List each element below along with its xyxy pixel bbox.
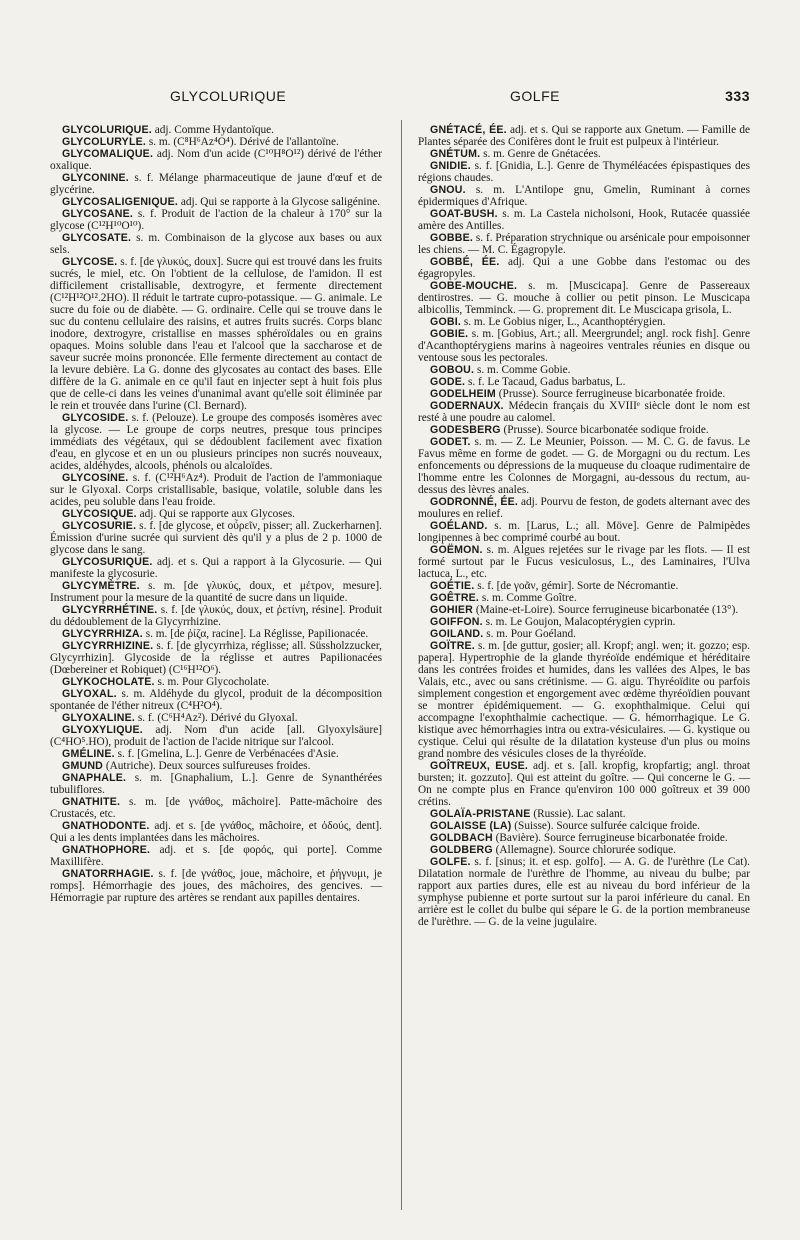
dictionary-entry [418, 520, 750, 544]
entry-headword: GOIFFON. [430, 616, 483, 628]
entry-definition: (Allemagne). Source chlorurée sodique. [492, 844, 677, 856]
entry-headword: GLYCOSANE. [62, 208, 134, 220]
entry-definition: s. f. (C¹²H⁶Az⁴). Produit de l'action de l'ammoniaque sur le Glyoxal. Corps cristallisable, basique, volatile, soluble dans les acides, peu soluble dans l'eau froide. [50, 472, 382, 508]
entry-definition: s. m. [de γνάθος, mâchoire]. Patte-mâchoire des Crustacés, etc. [50, 796, 382, 820]
dictionary-entry [50, 712, 382, 724]
entry-headword: GMUND [62, 760, 104, 772]
entry-headword: GLYCYMÈTRE. [62, 580, 140, 592]
entry-headword: GLYCONINE. [62, 172, 129, 184]
entry-definition: adj. Pourvu de feston, de godets alternant avec des moulures en relief. [418, 496, 751, 520]
entry-definition: s. m. Aldéhyde du glycol, produit de la décomposition spontanée de l'éther nitreux (C⁴H²O⁴). [50, 688, 382, 712]
dictionary-entry [418, 256, 750, 280]
entry-definition: adj. Nom d'un acide [all. Glyoxylsäure] (C⁴HO⁵.HO), produit de l'action de l'acide nitrique sur l'alcool. [50, 724, 382, 748]
entry-headword: GLYCOSIQUE. [62, 508, 137, 520]
entry-headword: GLYOXYLIQUE. [62, 724, 143, 736]
running-header [50, 88, 750, 112]
dictionary-entry [418, 232, 750, 256]
entry-definition: s. m. L'Antilope gnu, Gmelin, Ruminant à cornes épidermiques d'Afrique. [418, 184, 750, 208]
entry-headword: GOBOU. [430, 364, 475, 376]
dictionary-entry [50, 868, 382, 904]
entry-definition: adj. et s. [all. kropfig, kropfartig; angl. throat bursten; it. gozzuto]. Qui est atteint du goître. — Qui concerne le G. — On ne compte plus en France qu'environ 100 000 goîtreux et 39 000 crétins. [418, 760, 750, 808]
entry-headword: GOLAÏA-PRISTANE [430, 808, 531, 820]
entry-headword: GNATHITE. [62, 796, 121, 808]
dictionary-entry [50, 604, 382, 628]
dictionary-entry [418, 184, 750, 208]
entry-headword: GNAPHALE. [62, 772, 127, 784]
dictionary-entry [418, 580, 750, 592]
entry-definition: s. m. (C⁸H⁶Az⁴O⁴). Dérivé de l'allantoïne. [146, 136, 339, 148]
dictionary-entry [418, 208, 750, 232]
entry-headword: GLYCYRRHÉTINE. [62, 604, 158, 616]
entry-headword: GLYCOLURYLE. [62, 136, 147, 148]
dictionary-entry [418, 436, 750, 496]
dictionary-entry [418, 160, 750, 184]
entry-headword: GOÉTIE. [430, 580, 475, 592]
entry-headword: GODERNAUX. [430, 400, 504, 412]
dictionary-entry [418, 124, 750, 148]
entry-headword: GLYCOSATE. [62, 232, 132, 244]
entry-definition: s. f. Le Tacaud, Gadus barbatus, L. [465, 376, 626, 388]
entry-definition: Médecin français du XVIIIᵉ siècle dont le nom est resté à une poudre au calomel. [418, 400, 750, 424]
entry-headword: GNÉTACÉ, ÉE. [430, 124, 507, 136]
entry-headword: GLYCOSINE. [62, 472, 129, 484]
entry-headword: GLYOXAL. [62, 688, 117, 700]
dictionary-entry [50, 796, 382, 820]
dictionary-entry [418, 604, 750, 616]
entry-headword: GOBBÉ, ÉE. [430, 256, 500, 268]
entry-headword: GLYKOCHOLATE. [62, 676, 155, 688]
entry-headword: GODET. [430, 436, 471, 448]
dictionary-entry [50, 148, 382, 172]
dictionary-entry [50, 124, 382, 136]
entry-definition: adj. et s. [de φορός, qui porte]. Comme Maxillifère. [50, 844, 382, 868]
dictionary-entry [50, 772, 382, 796]
entry-headword: GLYCOSALIGENIQUE. [62, 196, 179, 208]
header-left-word: GLYCOLURIQUE [170, 88, 287, 104]
dictionary-entry [50, 232, 382, 256]
entry-headword: GNOU. [430, 184, 466, 196]
entry-headword: GOBE-MOUCHE. [430, 280, 518, 292]
dictionary-entry [50, 256, 382, 412]
dictionary-entry [50, 820, 382, 844]
entry-definition: s. m. [de γλυκύς, doux, et μέτρον, mesure]. Instrument pour la mesure de la quantité de sucre dans un liquide. [50, 580, 382, 604]
entry-definition: s. f. Mélange pharmaceutique de jaune d'œuf et de glycérine. [50, 172, 382, 196]
dictionary-entry [418, 832, 750, 844]
entry-definition: s. m. [Gobius, Art.; all. Meergrundel; angl. rock fish]. Genre d'Acanthoptérygiens marins à nageoires ventrales réunies en disque ou ventouse sous les pectorales. [418, 328, 750, 364]
entry-definition: s. m. Le Goujon, Malacoptérygien cyprin. [482, 616, 676, 628]
entry-headword: GOÏTRE. [430, 640, 475, 652]
entry-definition: s. f. [de γοᾶν, gémir]. Sorte de Nécromantie. [474, 580, 679, 592]
entry-definition: s. m. — Z. Le Meunier, Poisson. — M. C. G. de favus. Le Favus même en forme de godet. — G. de Morgagni ou du rectum. Les enfoncements ou dépressions de la muqueuse du cloaque rudimentaire de l'homme entre les Colonnes de Morgagni, au-dessous du rectum, au-dessus des lèvres anales. [418, 436, 750, 496]
entry-definition: s. m. [Muscicapa]. Genre de Passereaux dentirostres. — G. mouche à collier ou petit pinson. Le Muscicapa albicollis, Temminck. — G. proprement dit. Le Muscicapa grisola, L. [418, 280, 750, 316]
entry-definition: s. f. [Gmelina, L.]. Genre de Verbénacées d'Asie. [114, 748, 339, 760]
entry-headword: GLYOXALINE. [62, 712, 136, 724]
entry-headword: GOBI. [430, 316, 462, 328]
entry-definition: s. m. La Castela nicholsoni, Hook, Rutacée quassiée amère des Antilles. [418, 208, 750, 232]
entry-definition: s. m. Le Gobius niger, L., Acanthoptérygien. [461, 316, 666, 328]
dictionary-entry [50, 760, 382, 772]
entry-headword: GOAT-BUSH. [430, 208, 498, 220]
entry-headword: GOËMON. [430, 544, 483, 556]
header-right-word: GOLFE [510, 88, 560, 104]
dictionary-entry [50, 676, 382, 688]
entry-headword: GLYCOSURIQUE. [62, 556, 153, 568]
entry-headword: GOHIER [430, 604, 473, 616]
dictionary-entry [418, 544, 750, 580]
entry-definition: s. f. [de γλυκύς, doux]. Sucre qui est trouvé dans les fruits sucrés, le miel, etc. On l'obtient de la cellulose, de l'amidon. Il est difficilement cristallisable, dextrogyre, et fermente directement (C¹²H¹²O¹².2HO). Il réduit le tartrate cupro-potassique. — G. animale. Le sucre du foie ou de diabète. — G. ordinaire. Celle qui se trouve dans le suc du contenu cellulaire des raisins, et autres fruits sucrés. Corps blanc inodore, dextrogyre, cristallise en masses sphéroïdales ou en grains opaques. Moins soluble dans l'eau et l'alcool que la saccharose et de saveur sucrée moins prononcée. Elle fermente directement au contact de la levure debière. La G. donne des glycosates au contact des bases. Elle diffère de la G. animale en ce qu'il faut en injecter sept à huit fois plus que de celle-ci dans les veines d'unanimal avant qu'elle soit éliminée par le rein et trouvée dans l'urine (Cl. Bernard). [50, 256, 382, 412]
entry-headword: GOLDBERG [430, 844, 493, 856]
dictionary-entry [418, 400, 750, 424]
entry-headword: GOLDBACH [430, 832, 493, 844]
dictionary-entry [50, 508, 382, 520]
entry-definition: s. m. [de guttur, gosier; all. Kropf; angl. wen; it. gozzo; esp. papera]. Hypertrophie de la glande thyréoïde endémique et héréditaire dans les contrées froides et humides, dans les vallées des Alpes, le bas Valais, etc., avec ou sans crétinisme. — G. aigu. Thyréoïdite ou parfois simplement congestion et engorgement avec œdème thyréoïdien pouvant se montrer épidémiquement. — G. exophthalmique. Celui qui accompagne l'exophthalmie cachectique. — G. hémorrhagique. Le G. kistique avec hémorrhagies intra ou extra-vésiculaires. — G. kystique ou cystique. Celui qui résulte de la dilatation kysteuse d'un plus ou moins grand nombre des vésicules closes de la thyréoïde. [418, 640, 750, 760]
entry-definition: (Autriche). Deux sources sulfureuses froides. [103, 760, 311, 772]
dictionary-entry [50, 472, 382, 508]
dictionary-entry [418, 364, 750, 376]
dictionary-entry [50, 208, 382, 232]
entry-headword: GNATHOPHORE. [62, 844, 151, 856]
right-column [418, 124, 750, 928]
entry-definition: (Bavière). Source ferrugineuse bicarbonatée froide. [492, 832, 728, 844]
entry-definition: s. m. Comme Gobie. [474, 364, 571, 376]
entry-definition: s. m. Algues rejetées sur le rivage par les flots. — Il est formé surtout par le Fucus vesiculosus, L., des Laminaires, l'Ulva lactuca, L., etc. [418, 544, 750, 580]
dictionary-entry [50, 172, 382, 196]
dictionary-entry [50, 628, 382, 640]
entry-headword: GLYCOSE. [62, 256, 118, 268]
entry-headword: GOÉLAND. [430, 520, 488, 532]
entry-definition: adj. Qui a une Gobbe dans l'estomac ou des égagropyles. [418, 256, 750, 280]
dictionary-entry [418, 280, 750, 316]
entry-definition: adj. et s. Qui se rapporte aux Gnetum. — Famille de Plantes séparée des Conifères dont le fruit est pulpeux à l'intérieur. [418, 124, 750, 148]
entry-headword: GLYCOSURIE. [62, 520, 137, 532]
entry-headword: GOILAND. [430, 628, 484, 640]
entry-headword: GNÉTUM. [430, 148, 481, 160]
dictionary-entry [50, 688, 382, 712]
entry-definition: s. m. Genre de Gnétacées. [480, 148, 601, 160]
entry-definition: (Prusse). Source ferrugineuse bicarbonatée froide. [495, 388, 726, 400]
entry-definition: s. f. Produit de l'action de la chaleur à 170° sur la glycose (C¹²H¹⁰O¹⁰). [50, 208, 382, 232]
entry-headword: GOLFE. [430, 856, 471, 868]
dictionary-entry [418, 148, 750, 160]
dictionary-entry [50, 520, 382, 556]
entry-definition: s. f. [de γνάθος, joue, mâchoire, et ῥήγνυμι, je romps]. Hémorrhagie des joues, des mâchoires, des gencives. — Hémorragie par rupture des artères se rendant aux papilles dentaires. [50, 868, 382, 904]
entry-definition: s. f. Préparation strychnique ou arsénicale pour empoisonner les chiens. — M. C. Égagropyle. [418, 232, 750, 256]
dictionary-entry [50, 412, 382, 472]
entry-definition: s. m. [Larus, L.; all. Möve]. Genre de Palmipèdes longipennes à bec comprimé courbé au bout. [418, 520, 750, 544]
dictionary-entry [50, 556, 382, 580]
entry-headword: GODESBERG [430, 424, 501, 436]
entry-definition: s. f. [de glycose, et οὖρεῖν, pisser; all. Zuckerharnen]. Émission d'urine sucrée qui survient dès qu'il y a plus de 2 p. 1000 de glycose dans le sang. [50, 520, 382, 556]
entry-definition: s. m. [de ῥίζα, racine]. La Réglisse, Papilionacée. [142, 628, 369, 640]
dictionary-entry [50, 640, 382, 676]
dictionary-entry [50, 136, 382, 148]
page-number: 333 [725, 88, 750, 104]
dictionary-entry [418, 424, 750, 436]
dictionary-entry [50, 748, 382, 760]
dictionary-entry [50, 844, 382, 868]
entry-definition: s. m. [Gnaphalium, L.]. Genre de Synanthérées tubuliflores. [50, 772, 382, 796]
entry-definition: s. f. [Gnidia, L.]. Genre de Thyméléacées épispastiques des régions chaudes. [418, 160, 750, 184]
entry-headword: GNIDIE. [430, 160, 471, 172]
entry-headword: GMÉLINE. [62, 748, 115, 760]
dictionary-entry [50, 196, 382, 208]
dictionary-entry [418, 376, 750, 388]
entry-headword: GOLAISSE (LA) [430, 820, 512, 832]
entry-definition: s. f. [de γλυκύς, doux, et ῥετίνη, résine]. Produit du dédoublement de la Glycyrrhizine. [50, 604, 382, 628]
entry-definition: (Suisse). Source sulfurée calcique froide. [511, 820, 700, 832]
dictionary-entry [418, 820, 750, 832]
entry-definition: s. m. Comme Goître. [479, 592, 577, 604]
entry-definition: (Prusse). Source bicarbonatée sodique froide. [500, 424, 709, 436]
entry-definition: s. m. Combinaison de la glycose aux bases ou aux sels. [50, 232, 382, 256]
dictionary-entry [50, 724, 382, 748]
entry-definition: s. f. (C⁶H⁴Az²). Dérivé du Glyoxal. [135, 712, 298, 724]
entry-headword: GLYCOSIDE. [62, 412, 129, 424]
entry-definition: adj. et s. Qui a rapport à la Glycosurie. — Qui manifeste la glycosurie. [50, 556, 382, 580]
dictionary-entry [418, 388, 750, 400]
entry-headword: GOÊTRE. [430, 592, 480, 604]
dictionary-entry [418, 496, 750, 520]
entry-headword: GOÎTREUX, EUSE. [430, 760, 529, 772]
dictionary-entry [50, 580, 382, 604]
entry-definition: adj. et s. [de γνάθος, mâchoire, et ὀδούς, dent]. Qui a les dents implantées dans les mâchoires. [50, 820, 382, 844]
dictionary-entry [418, 640, 750, 760]
entry-definition: (Maine-et-Loire). Source ferrugineuse bicarbonatée (13°). [473, 604, 739, 616]
entry-headword: GODELHEIM [430, 388, 496, 400]
dictionary-entry [418, 760, 750, 808]
entry-headword: GNATHODONTE. [62, 820, 150, 832]
dictionary-entry [418, 808, 750, 820]
entry-definition: adj. Qui se rapporte aux Glycoses. [136, 508, 295, 520]
dictionary-entry [418, 316, 750, 328]
entry-definition: adj. Comme Hydantoïque. [151, 124, 274, 136]
entry-headword: GODE. [430, 376, 466, 388]
entry-headword: GOBIE. [430, 328, 469, 340]
left-column [50, 124, 382, 904]
dictionary-entry [418, 328, 750, 364]
entry-headword: GNATORRHAGIE. [62, 868, 154, 880]
entry-headword: GOBBE. [430, 232, 473, 244]
dictionary-entry [418, 628, 750, 640]
dictionary-entry [418, 592, 750, 604]
entry-headword: GLYCOMALIQUE. [62, 148, 154, 160]
entry-definition: s. m. Pour Goéland. [483, 628, 576, 640]
entry-headword: GLYCOLURIQUE. [62, 124, 152, 136]
entry-headword: GODRONNÉ, ÉE. [430, 496, 519, 508]
entry-definition: s. f. (Pelouze). Le groupe des composés isomères avec la glycose. — Le groupe de corps neutres, presque tous principes immédiats des végétaux, qui se dédoublent facilement avec fixation d'eau, en glycose et en un ou plusieurs principes non sucrés nouveaux, acides, aldéhydes, alcools, phénols ou alcaloïdes. [50, 412, 382, 472]
dictionary-entry [418, 856, 750, 928]
entry-definition: adj. Nom d'un acide (C¹⁰H⁸O¹²) dérivé de l'éther oxalique. [50, 148, 382, 172]
entry-definition: s. f. [de glycyrrhiza, réglisse; all. Süssholzzucker, Glycyrrhizin]. Glycoside de la réglisse et autres Papilionacées (Dœbereiner et Robiquet) (C¹⁶H¹²O⁶). [50, 640, 382, 676]
entry-definition: adj. Qui se rapporte à la Glycose saligénine. [178, 196, 381, 208]
entry-definition: (Russie). Lac salant. [530, 808, 626, 820]
entry-headword: GLYCYRRHIZA. [62, 628, 143, 640]
entry-definition: s. m. Pour Glycocholate. [154, 676, 270, 688]
entry-headword: GLYCYRRHIZINE. [62, 640, 154, 652]
column-divider [401, 120, 402, 1210]
entry-definition: s. f. [sinus; it. et esp. golfo]. — A. G. de l'urèthre (Le Cat). Dilatation normale de l'urèthre de l'homme, au niveau du bulbe; par rapport aux parties dures, elle est au niveau du bord inférieur de la symphyse pubienne et porte surtout sur la paroi inférieure du canal. En arrière est le collet du bulbe qui sépare le G. de la portion membraneuse de l'urèthre. — G. de la veine jugulaire. [418, 856, 750, 928]
dictionary-entry [418, 844, 750, 856]
dictionary-entry [418, 616, 750, 628]
